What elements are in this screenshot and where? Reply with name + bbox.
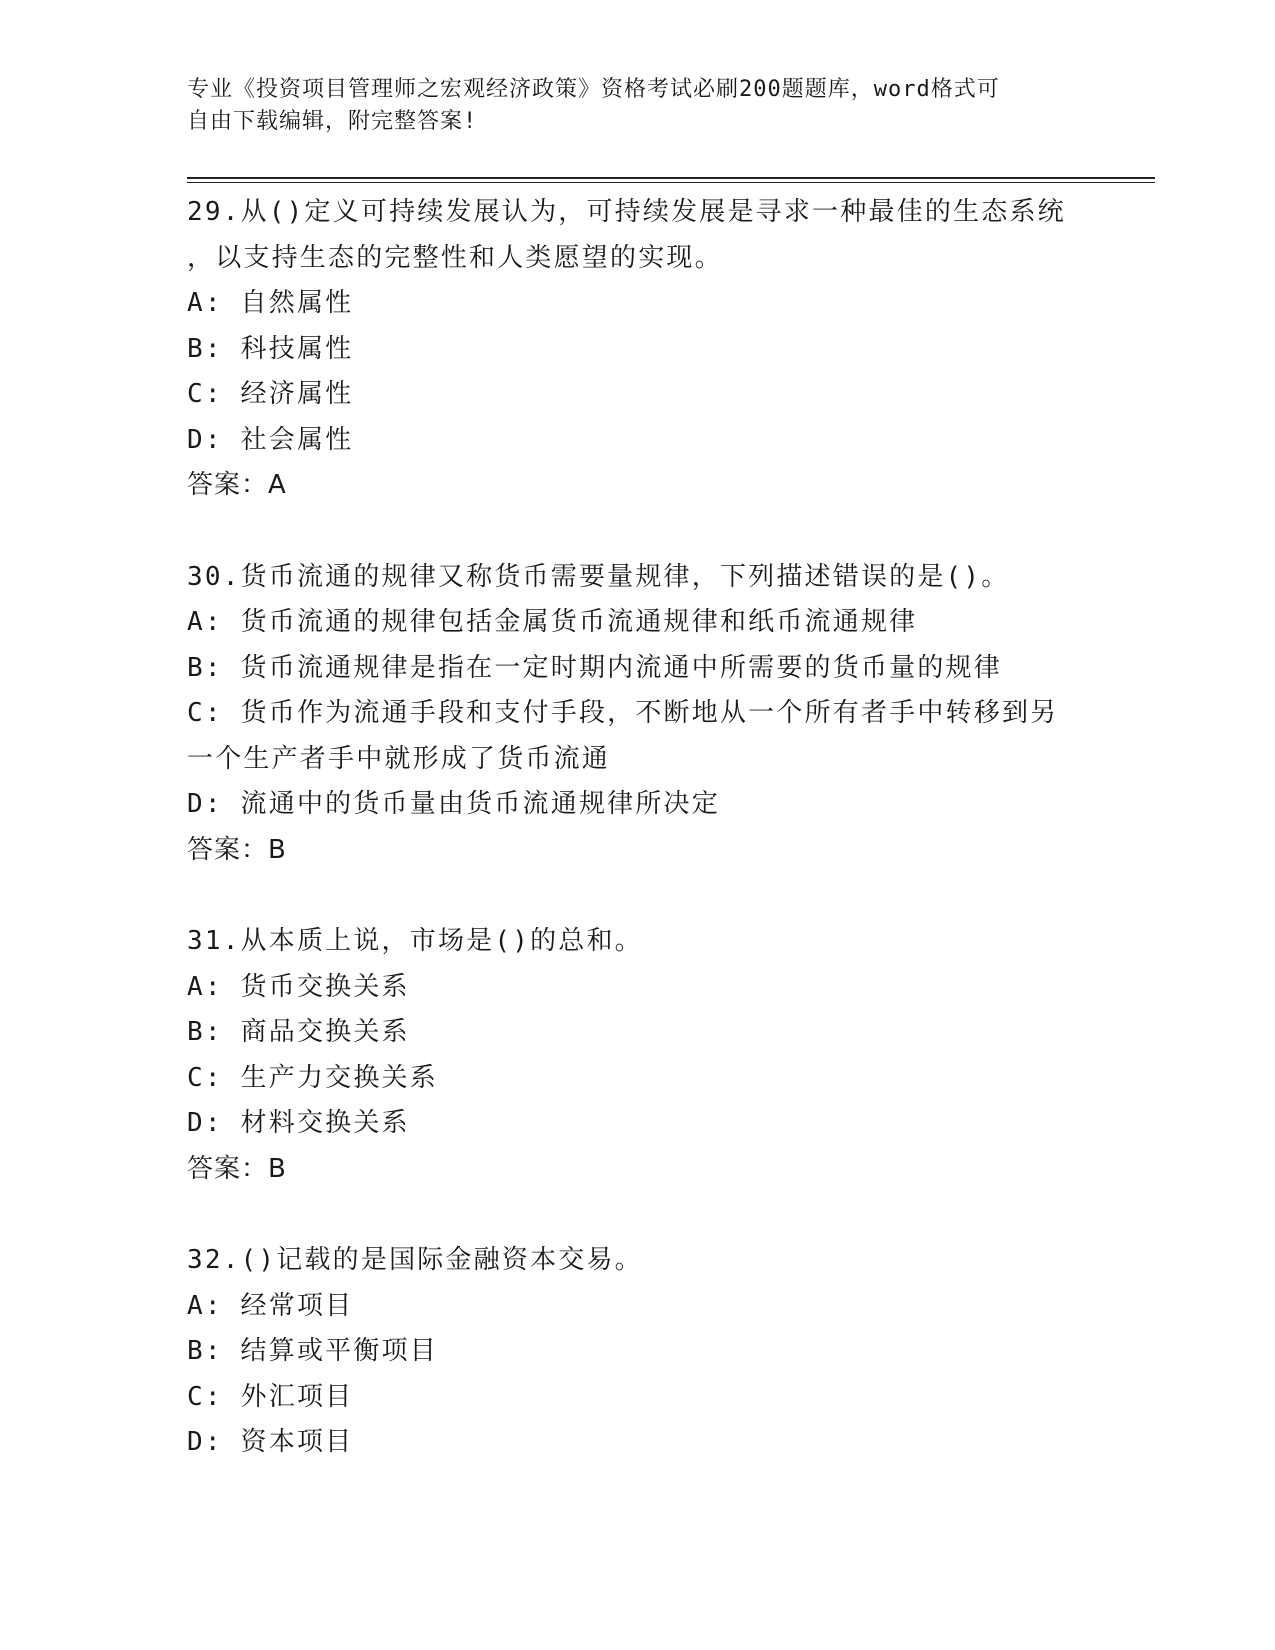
header-divider-thin	[187, 182, 1155, 183]
question-stem-line: ，以支持生态的完整性和人类愿望的实现。	[187, 242, 723, 273]
header-title-line-1: 专业《投资项目管理师之宏观经济政策》资格考试必刷200题题库，word格式可	[187, 77, 1000, 102]
answer-line: 答案：B	[187, 834, 287, 865]
option-b: B: 结算或平衡项目	[187, 1336, 438, 1366]
option-a: A: 自然属性	[187, 288, 354, 318]
option-d: D: 社会属性	[187, 424, 354, 455]
document-header	[187, 74, 1067, 138]
option-b: B: 货币流通规律是指在一定时期内流通中所需要的货币量的规律	[187, 652, 1002, 683]
option-a: A: 经常项目	[187, 1290, 354, 1321]
option-c-continuation: 一个生产者手中就形成了货币流通	[187, 743, 611, 774]
answer-line: 答案：B	[187, 1153, 287, 1184]
option-a: A: 货币流通的规律包括金属货币流通规律和纸币流通规律	[187, 607, 918, 637]
option-c: C: 货币作为流通手段和支付手段，不断地从一个所有者手中转移到另	[187, 698, 1059, 728]
question-stem-line: 32.()记载的是国际金融资本交易。	[187, 1245, 643, 1275]
question-stem-line: 30.货币流通的规律又称货币需要量规律，下列描述错误的是()。	[187, 561, 1010, 592]
question-stem-line: 29.从()定义可持续发展认为，可持续发展是寻求一种最佳的生态系统	[187, 197, 1066, 227]
option-b: B: 商品交换关系	[187, 1017, 410, 1047]
question-stem-line: 31.从本质上说，市场是()的总和。	[187, 926, 643, 956]
header-title-line-2: 自由下载编辑，附完整答案!	[187, 109, 478, 134]
option-b: B: 科技属性	[187, 333, 354, 364]
option-d: D: 流通中的货币量由货币流通规律所决定	[187, 789, 720, 819]
option-d: D: 资本项目	[187, 1427, 354, 1457]
answer-line: 答案：A	[187, 470, 287, 500]
option-c: C: 外汇项目	[187, 1381, 354, 1412]
question-30	[187, 555, 1117, 874]
question-31	[187, 919, 1117, 1192]
question-32	[187, 1238, 1117, 1466]
option-d: D: 材料交换关系	[187, 1108, 410, 1138]
option-a: A: 货币交换关系	[187, 971, 410, 1002]
header-divider-thick	[187, 177, 1155, 179]
question-list	[187, 190, 1117, 1512]
option-c: C: 生产力交换关系	[187, 1062, 438, 1093]
option-c: C: 经济属性	[187, 379, 354, 409]
question-29	[187, 190, 1117, 509]
